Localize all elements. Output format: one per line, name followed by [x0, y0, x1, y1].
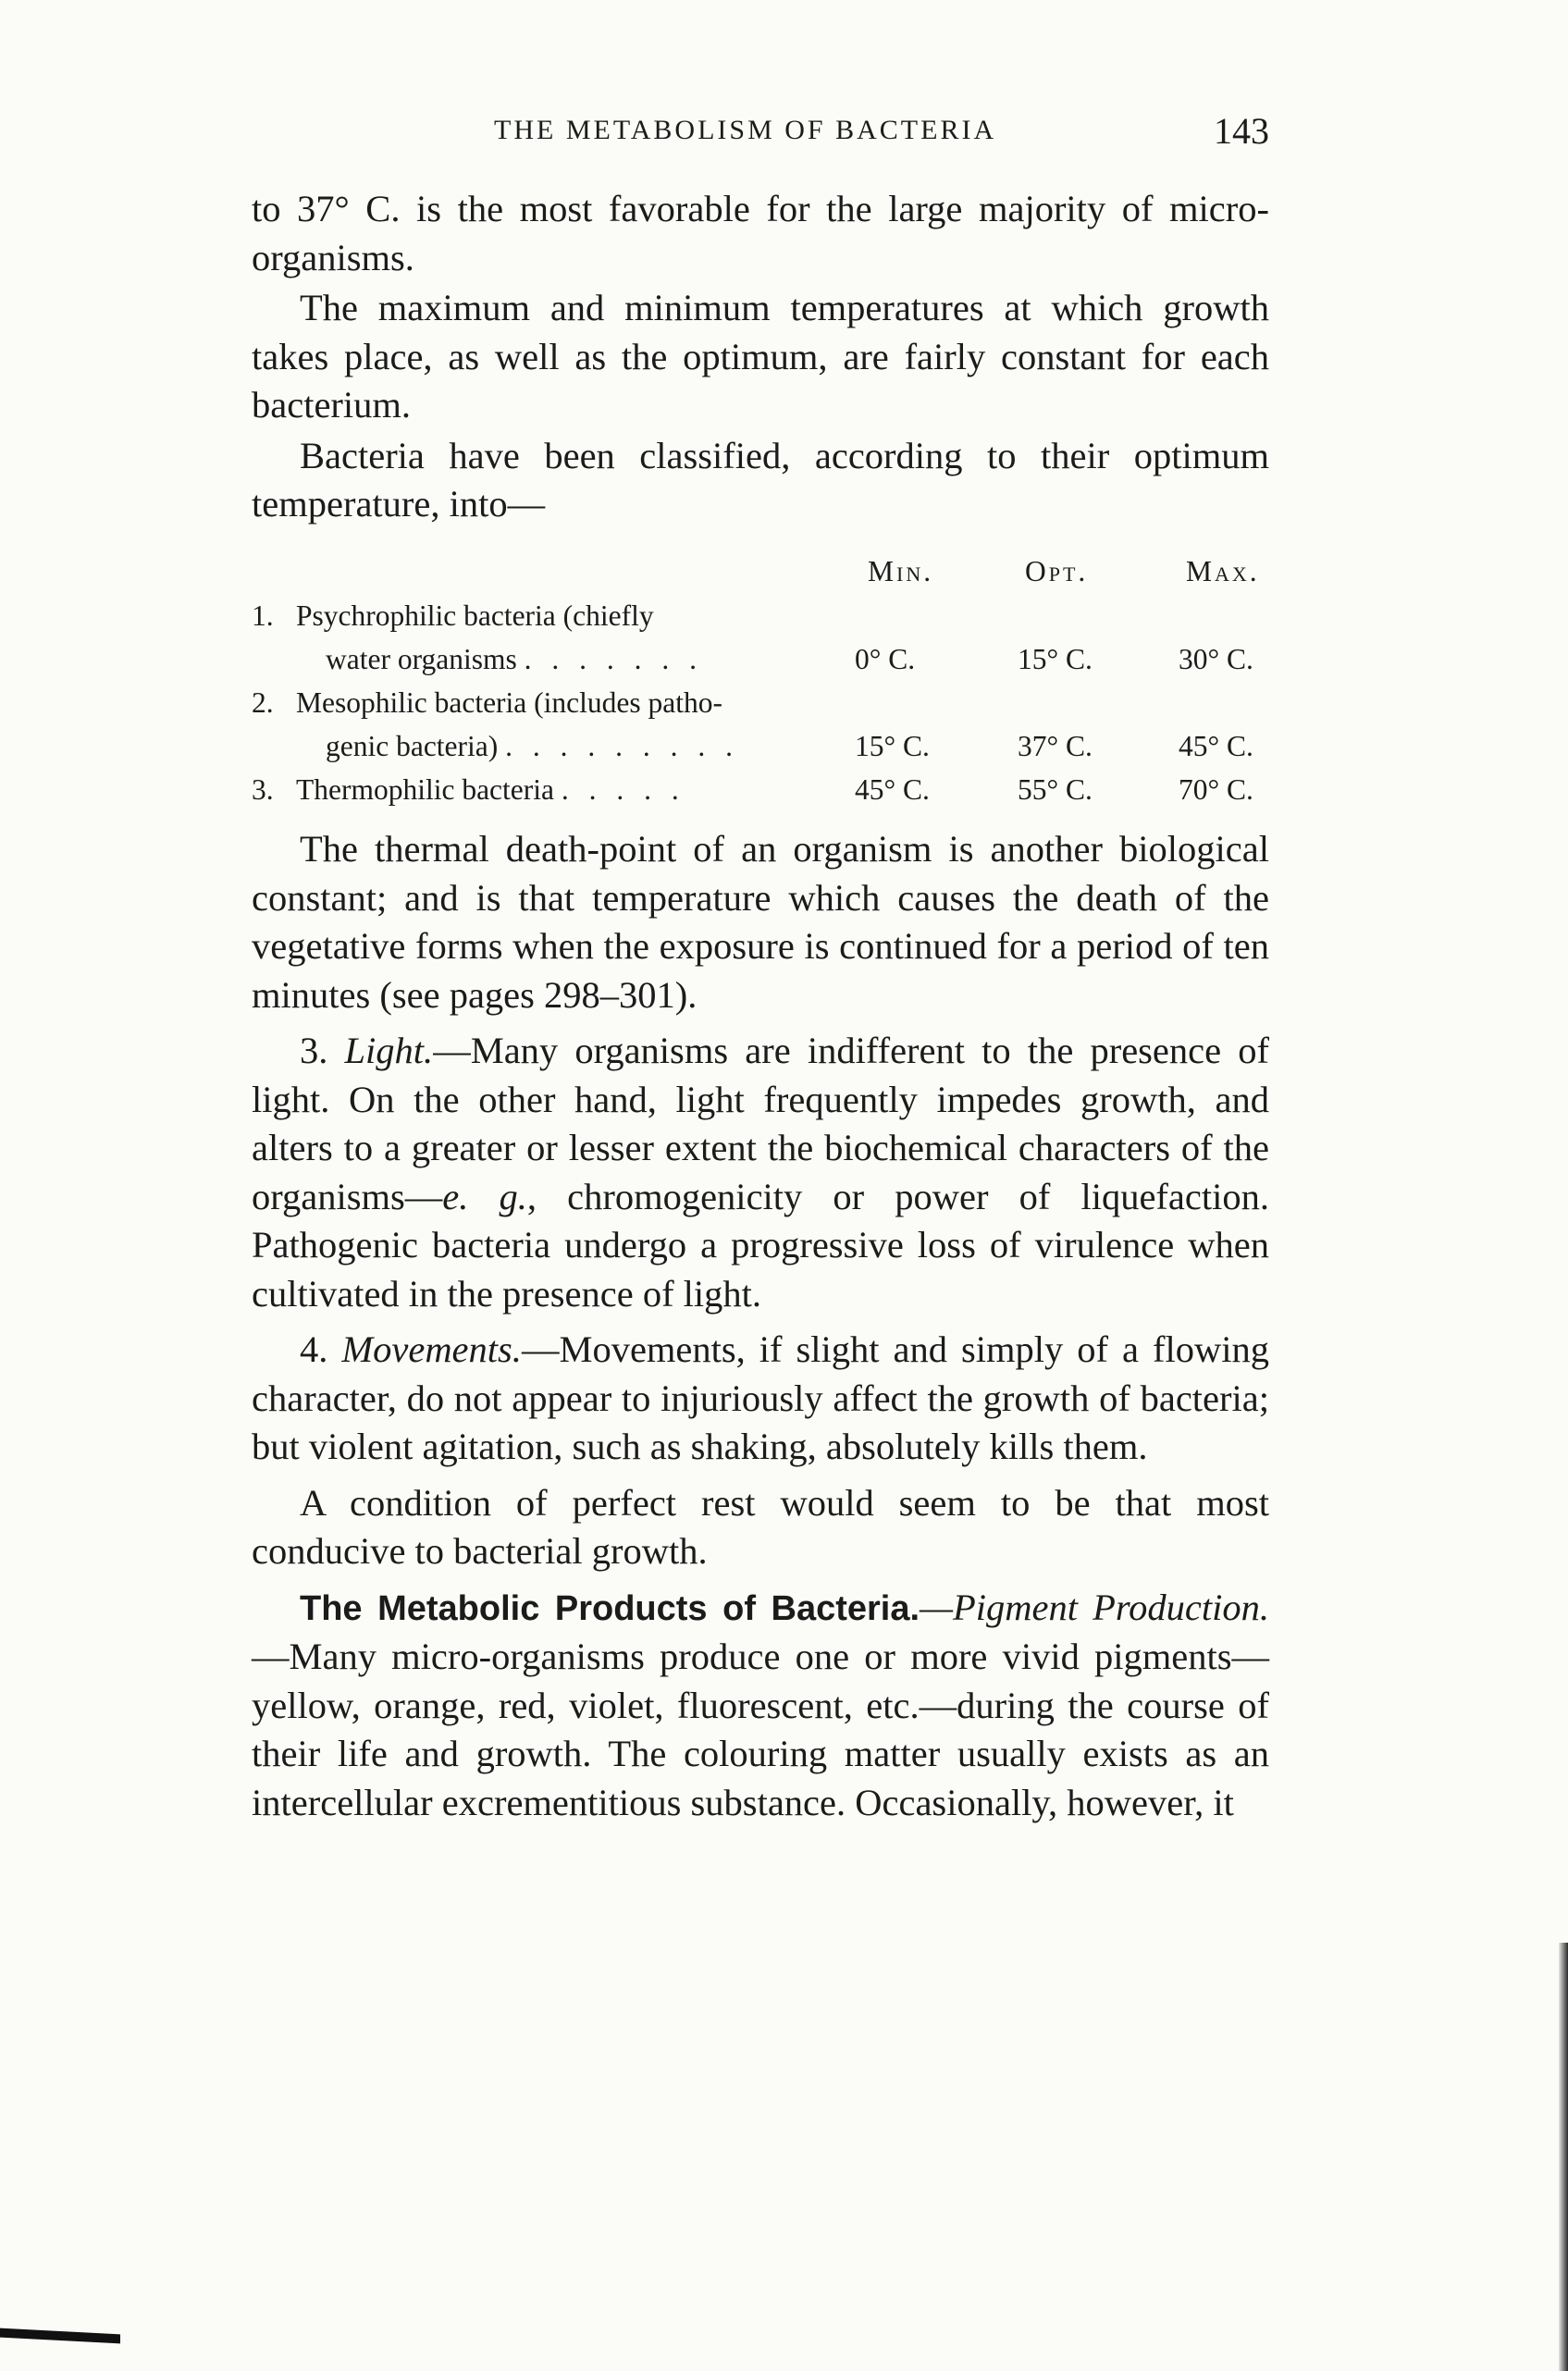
table-row-psychrophilic — [252, 599, 1269, 686]
scan-artifact-mark — [0, 2328, 120, 2344]
row-label-line1: Mesophilic bacteria (includes patho- — [296, 686, 722, 719]
table-row-thermophilic — [252, 773, 1269, 817]
table-row-mesophilic — [252, 686, 1269, 773]
row-label: Thermophilic bacteria . . . . . — [296, 773, 685, 806]
max-value: 30° C. — [1179, 643, 1253, 675]
header-opt: Opt. — [1025, 555, 1089, 587]
header-min: Min. — [868, 555, 934, 587]
paragraph-metabolic-products: The Metabolic Products of Bacteria.—Pigment Production.—Many micro-organisms produce one or more vivid pigments—yellow, orange, red, violet, fluorescent, etc.—during the course of their life and growth. The colouring matter usually exists as an intercellular excrementitious substance. Occasionally, however, it — [252, 1586, 1269, 1823]
row-label-line1: Psychrophilic bacteria (chiefly — [296, 599, 654, 632]
paragraph-rest: A condition of perfect rest would seem to be that most conducive to bacterial growth. — [252, 1481, 1269, 1572]
opt-value: 37° C. — [1018, 730, 1093, 762]
max-value: 45° C. — [1179, 730, 1253, 762]
opt-value: 15° C. — [1018, 643, 1093, 675]
leader-dots: . . . . . — [561, 773, 685, 806]
page-header — [252, 109, 1269, 155]
paragraph-max-min: The maximum and minimum temperatures at which growth takes place, as well as the optimum, are fairly constant for each bacterium. — [252, 287, 1269, 426]
table-header-row — [252, 548, 1269, 599]
max-value: 70° C. — [1179, 773, 1253, 806]
paragraph-optimum-continuation: to 37° C. is the most favorable for the large majority of micro-organisms. — [252, 188, 1269, 278]
min-value: 15° C. — [855, 730, 930, 762]
page-edge-shadow — [1559, 1943, 1568, 2371]
min-value: 0° C. — [855, 643, 916, 675]
light-title: Light. — [344, 1030, 434, 1071]
section-heading: The Metabolic Products of Bacteria. — [300, 1588, 920, 1628]
bottom-text-block — [252, 825, 1269, 1827]
paragraph-light: 3. Light.—Many organisms are indifferent to the presence of light. On the other hand, light frequently impedes growth, and alters to a greater or lesser extent the biochemical characters of the organisms—e. g., chromogenicity or power of liquefaction. Pathogenic bacteria undergo a progressive loss of virulence when cultivated in the presence of light. — [252, 1030, 1270, 1315]
paragraph-movements: 4. Movements.—Movements, if slight and simply of a flowing character, do not appear to injuriously affect the growth of bacteria; but violent agitation, such as shaking, absolutely kills them. — [252, 1328, 1269, 1467]
header-max: Max. — [1186, 555, 1260, 587]
row-number: 3. — [252, 773, 274, 806]
running-title: THE METABOLISM OF BACTERIA — [494, 115, 997, 145]
pigment-subheading: —Pigment Production. — [920, 1586, 1269, 1628]
eg-abbrev: e. g. — [442, 1175, 527, 1217]
opt-value: 55° C. — [1018, 773, 1093, 806]
page-number: 143 — [1214, 110, 1269, 152]
row-label-line2: water organisms . . . . . . . — [326, 643, 703, 675]
paragraph-classification: Bacteria have been classified, according to their optimum temperature, into— — [252, 434, 1269, 525]
row-label-line2: genic bacteria) . . . . . . . . . — [326, 730, 739, 762]
min-value: 45° C. — [855, 773, 930, 806]
temperature-table — [252, 548, 1269, 817]
leader-dots: . . . . . . . . . — [505, 730, 739, 762]
row-number: 1. — [252, 599, 274, 632]
leader-dots: . . . . . . . — [524, 643, 703, 675]
row-number: 2. — [252, 686, 274, 719]
paragraph-death-point: The thermal death-point of an organism is another biological constant; and is that temperature which causes the death of the vegetative forms when the exposure is continued for a period of ten minutes (see pages 298–301). — [252, 828, 1269, 1016]
movements-title: Movements. — [341, 1328, 522, 1370]
top-text-block — [252, 185, 1269, 529]
